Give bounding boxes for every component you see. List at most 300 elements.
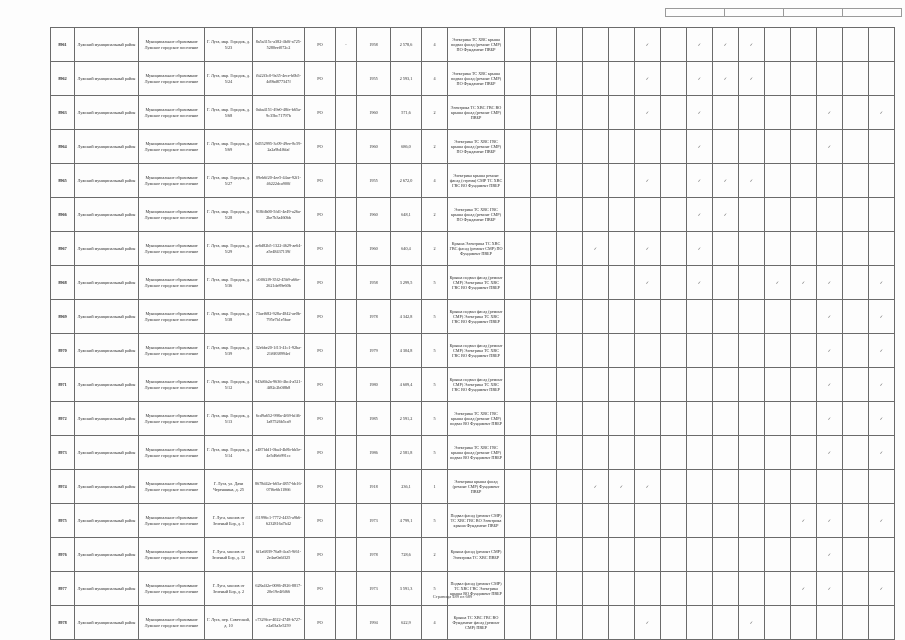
check-cell: ✓ [687,96,713,130]
check-cell [557,28,583,62]
type-cell: РО [305,164,336,198]
check-cell [765,96,791,130]
check-cell: ✓ [583,470,609,504]
district-cell: Лужский муниципальный район [75,130,139,164]
area-cell: 4 342,8 [391,300,422,334]
check-cell: ✓ [817,334,843,368]
row-number: 8966 [51,198,75,232]
check-cell [843,198,869,232]
check-cell [765,470,791,504]
check-cell [661,538,687,572]
type-cell: РО [305,28,336,62]
check-cell [791,28,817,62]
check-cell [505,572,531,606]
check-cell [687,334,713,368]
year-cell: 1955 [357,164,391,198]
flag-cell [336,538,357,572]
check-cell [739,470,765,504]
floors-cell: 2 [422,130,448,164]
check-cell [791,164,817,198]
systems-cell: Крыша Электрика ТС ХВС ГВС фасад (ремонт СМР) ПО Фундамент ПВБР [448,232,505,266]
check-cell [843,130,869,164]
check-cell [843,28,869,62]
check-cell [557,368,583,402]
row-number: 8973 [51,436,75,470]
check-cell [713,130,739,164]
check-cell: ✓ [869,368,895,402]
check-cell [531,62,557,96]
check-cell [739,300,765,334]
check-cell [635,300,661,334]
systems-cell: Крыша подвал фасад (ремонт СМР) Электрика ТС ХВС ГВС ВО Фундамент ПВБР [448,368,505,402]
guid-cell: 09eb6f20-4ee5-44ae-92f1-46222dca900f [253,164,305,198]
flag-cell [336,232,357,266]
table-row [51,266,895,300]
district-cell: Лужский муниципальный район [75,402,139,436]
floors-cell: 5 [422,266,448,300]
check-cell [713,504,739,538]
floors-cell: 4 [422,28,448,62]
row-number: 8970 [51,334,75,368]
check-cell [661,402,687,436]
systems-cell: Крыша подвал фасад (ремонт СМР) Электрика ТС ХВС ГВС ВО Фундамент ПВБР [448,334,505,368]
check-cell [791,130,817,164]
district-cell: Лужский муниципальный район [75,606,139,640]
flag-cell [336,504,357,538]
check-cell [687,504,713,538]
check-cell [817,164,843,198]
check-cell [583,96,609,130]
address-cell: Г. Луга, мкр. Городок, д. 5/12 [205,368,253,402]
check-cell: ✓ [817,572,843,606]
check-cell: ✓ [687,164,713,198]
guid-cell: 73aef682-928a-4842-ae0b-795e7b1e5bae [253,300,305,334]
check-cell: ✓ [739,62,765,96]
check-cell [583,62,609,96]
check-cell [531,606,557,640]
check-cell [609,266,635,300]
check-cell [869,28,895,62]
check-cell: ✓ [635,28,661,62]
district-cell: Лужский муниципальный район [75,62,139,96]
check-cell [713,300,739,334]
check-cell [817,28,843,62]
check-cell [531,402,557,436]
flag-cell [336,266,357,300]
row-number: 8962 [51,62,75,96]
type-cell: РО [305,606,336,640]
check-cell: ✓ [869,402,895,436]
area-cell: 2 578,6 [391,28,422,62]
systems-cell: Крыша подвал фасад (ремонт СМР) Электрика ТС ХВС ГВС ВО Фундамент ПВБР [448,300,505,334]
check-cell [869,62,895,96]
check-cell [765,334,791,368]
systems-cell: Электрика ТС ХВС ГВС крыша фасад (ремонт СМР) ПО Фундамент ПВБР [448,130,505,164]
check-cell [557,96,583,130]
check-cell: ✓ [817,504,843,538]
check-cell: ✓ [687,28,713,62]
check-cell [583,402,609,436]
area-cell: 571,6 [391,96,422,130]
check-cell [739,232,765,266]
check-cell [609,538,635,572]
owner-cell: Муниципальное образование Лужское городское поселение [139,402,205,436]
check-cell [661,300,687,334]
check-cell [609,164,635,198]
check-cell [557,538,583,572]
floors-cell: 4 [422,606,448,640]
systems-cell: Электрика крыша фасад (ремонт СМР) Фундамент ПВБР [448,470,505,504]
address-cell: Г. Луга, мкр. Городок, д. 5/23 [205,28,253,62]
type-cell: РО [305,300,336,334]
row-number: 8978 [51,606,75,640]
check-cell [791,300,817,334]
guid-cell: 8a5a315c-a382-4b0f-a725-5280eef072c2 [253,28,305,62]
check-cell [661,470,687,504]
check-cell [531,368,557,402]
row-number: 8972 [51,402,75,436]
flag-cell [336,606,357,640]
check-cell [505,368,531,402]
area-cell: 2 581,8 [391,436,422,470]
check-cell [843,368,869,402]
flag-cell: - [336,28,357,62]
check-cell: ✓ [635,164,661,198]
year-cell: 1958 [357,266,391,300]
row-number: 8969 [51,300,75,334]
area-cell: 4 609,4 [391,368,422,402]
check-cell: ✓ [817,300,843,334]
district-cell: Лужский муниципальный район [75,232,139,266]
check-cell [505,402,531,436]
check-cell [635,504,661,538]
page-footer: Страница 489 из 689 [432,594,473,599]
table-row [51,606,895,640]
table-row [51,572,895,606]
systems-cell: Электрика ТС ХВС ГВС ВО крыша фасад (ремонт СМР) ПВБР [448,96,505,130]
guid-cell: 943d6b2a-9636-4bc4-a521-4f82c2b0f8b8 [253,368,305,402]
check-cell [635,402,661,436]
check-cell [843,572,869,606]
check-cell [843,300,869,334]
check-cell [505,28,531,62]
check-cell [505,300,531,334]
address-cell: Г. Луга, мкр. Городок, д. 5/29 [205,232,253,266]
check-cell: ✓ [869,572,895,606]
check-cell [609,368,635,402]
check-cell [583,266,609,300]
check-cell: ✓ [687,130,713,164]
check-cell [713,538,739,572]
check-cell [635,130,661,164]
owner-cell: Муниципальное образование Лужское городское поселение [139,300,205,334]
check-cell: ✓ [817,130,843,164]
check-cell: ✓ [687,198,713,232]
guid-cell: 628a4f2e-0086-4926-8817-20e19e4f6f66 [253,572,305,606]
table-row [51,198,895,232]
check-cell [739,334,765,368]
check-cell: ✓ [817,266,843,300]
check-cell [609,572,635,606]
district-cell: Лужский муниципальный район [75,436,139,470]
check-cell [739,504,765,538]
type-cell: РО [305,232,336,266]
flag-cell [336,470,357,504]
check-cell [843,96,869,130]
check-cell [791,198,817,232]
register-table [50,27,895,640]
check-cell: ✓ [739,164,765,198]
floors-cell: 1 [422,470,448,504]
check-cell: ✓ [869,96,895,130]
owner-cell: Муниципальное образование Лужское городское поселение [139,232,205,266]
address-cell: Г. Луга, мкр. Городок, д. 5/27 [205,164,253,198]
table-row [51,436,895,470]
check-cell [765,300,791,334]
check-cell [557,334,583,368]
check-cell [505,62,531,96]
year-cell: 1980 [357,368,391,402]
check-cell [531,164,557,198]
check-cell [557,470,583,504]
check-cell: ✓ [791,572,817,606]
check-cell [869,130,895,164]
row-number: 8976 [51,538,75,572]
check-cell: ✓ [687,62,713,96]
check-cell [635,538,661,572]
flag-cell [336,198,357,232]
check-cell [531,436,557,470]
guid-cell: 0d552995-3c09-49ee-8c59-2a2a9b4f6faf [253,130,305,164]
owner-cell: Муниципальное образование Лужское городское поселение [139,62,205,96]
type-cell: РО [305,62,336,96]
district-cell: Лужский муниципальный район [75,28,139,62]
owner-cell: Муниципальное образование Лужское городское поселение [139,572,205,606]
row-number: 8971 [51,368,75,402]
check-cell [661,266,687,300]
check-cell [557,436,583,470]
district-cell: Лужский муниципальный район [75,504,139,538]
check-cell: ✓ [713,164,739,198]
year-cell: 1958 [357,28,391,62]
check-cell [505,334,531,368]
address-cell: Г. Луга, массив от Зеленый Бор, д. 12 [205,538,253,572]
owner-cell: Муниципальное образование Лужское городское поселение [139,28,205,62]
check-cell: ✓ [869,300,895,334]
check-cell [791,232,817,266]
check-cell [869,538,895,572]
check-cell [843,62,869,96]
check-cell: ✓ [635,96,661,130]
address-cell: Г. Луга, мкр. Городок, д. 5/28 [205,198,253,232]
check-cell [505,504,531,538]
floors-cell: 5 [422,368,448,402]
floors-cell: 2 [422,538,448,572]
type-cell: РО [305,470,336,504]
floors-cell: 5 [422,334,448,368]
check-cell [531,300,557,334]
check-cell: ✓ [609,470,635,504]
check-cell [505,198,531,232]
check-cell [583,28,609,62]
check-cell [635,368,661,402]
check-cell [609,28,635,62]
flag-cell [336,334,357,368]
type-cell: РО [305,368,336,402]
header-stub-table [665,8,902,17]
check-cell [583,130,609,164]
check-cell [765,164,791,198]
check-cell [609,606,635,640]
type-cell: РО [305,96,336,130]
guid-cell: f11996c1-7772-4435-a9b6-6232816a7b42 [253,504,305,538]
table-row [51,300,895,334]
address-cell: Г. Луга, мкр. Городок, д. 5/68 [205,96,253,130]
check-cell [739,538,765,572]
year-cell: 1978 [357,300,391,334]
check-cell [739,266,765,300]
systems-cell: Крыша фасад (ремонт СМР) Электрика ТС ХВС ПВБР [448,538,505,572]
year-cell: 1955 [357,62,391,96]
guid-cell: 8678d42e-b65a-4857-bb16-07f6e6b11866 [253,470,305,504]
flag-cell [336,96,357,130]
systems-cell: Электрика ТС ХВС крыша подвал фасад (ремонт СМР) ПО Фундамент ПВБР [448,62,505,96]
check-cell: ✓ [791,504,817,538]
type-cell: РО [305,334,336,368]
floors-cell: 5 [422,402,448,436]
type-cell: РО [305,130,336,164]
check-cell [687,538,713,572]
table-row [51,368,895,402]
check-cell [531,572,557,606]
check-cell [583,504,609,538]
check-cell [869,198,895,232]
check-cell [791,368,817,402]
check-cell [609,130,635,164]
check-cell [791,334,817,368]
check-cell [661,62,687,96]
check-cell [661,28,687,62]
check-cell [713,470,739,504]
check-cell [713,402,739,436]
check-cell: ✓ [869,334,895,368]
area-cell: 686,0 [391,130,422,164]
table-row [51,334,895,368]
check-cell [609,198,635,232]
check-cell [713,572,739,606]
check-cell [713,606,739,640]
area-cell: 2 593,1 [391,62,422,96]
check-cell [531,266,557,300]
systems-cell: Крыша ТС ХВС ГВС ВО Фундамент фасад (ремонт СМР) ПВБР [448,606,505,640]
address-cell: Г. Луга, ул. Дачи Череншина, д. 25 [205,470,253,504]
year-cell: 1986 [357,436,391,470]
check-cell [557,300,583,334]
check-cell: ✓ [635,266,661,300]
floors-cell: 2 [422,198,448,232]
check-cell [791,96,817,130]
check-cell: ✓ [817,96,843,130]
check-cell [557,572,583,606]
district-cell: Лужский муниципальный район [75,96,139,130]
check-cell [791,436,817,470]
check-cell [739,368,765,402]
floors-cell: 4 [422,62,448,96]
systems-cell: Подвал фасад (ремонт СМР) ТС ХВС ГВС ВО Электрика крыша Фундамент ПВБР [448,504,505,538]
row-number: 8964 [51,130,75,164]
district-cell: Лужский муниципальный район [75,572,139,606]
check-cell [687,368,713,402]
check-cell [635,198,661,232]
year-cell: 1973 [357,572,391,606]
check-cell [661,96,687,130]
check-cell [609,402,635,436]
check-cell [687,606,713,640]
table-row [51,402,895,436]
year-cell: 1973 [357,504,391,538]
flag-cell [336,402,357,436]
check-cell [869,164,895,198]
check-cell [505,96,531,130]
check-cell [583,606,609,640]
table-row [51,232,895,266]
owner-cell: Муниципальное образование Лужское городское поселение [139,198,205,232]
area-cell: 728,6 [391,538,422,572]
check-cell [609,96,635,130]
check-cell [609,436,635,470]
check-cell [739,130,765,164]
flag-cell [336,164,357,198]
check-cell [635,334,661,368]
check-cell [661,198,687,232]
row-number: 8975 [51,504,75,538]
check-cell [843,504,869,538]
guid-cell: 918fdb00-5fd1-4e49-a26a-2be7b3a460bb [253,198,305,232]
area-cell: 4 304,8 [391,334,422,368]
row-number: 8965 [51,164,75,198]
table-row [51,62,895,96]
check-cell [505,470,531,504]
year-cell: 1960 [357,130,391,164]
check-cell [687,300,713,334]
check-cell [713,232,739,266]
owner-cell: Муниципальное образование Лужское городское поселение [139,538,205,572]
check-cell: ✓ [739,28,765,62]
check-cell [765,504,791,538]
check-cell [505,538,531,572]
check-cell [661,368,687,402]
check-cell: ✓ [869,266,895,300]
check-cell [791,538,817,572]
check-cell [713,334,739,368]
owner-cell: Муниципальное образование Лужское городское поселение [139,606,205,640]
check-cell [531,232,557,266]
floors-cell: 2 [422,232,448,266]
row-number: 8968 [51,266,75,300]
owner-cell: Муниципальное образование Лужское городское поселение [139,504,205,538]
check-cell [583,300,609,334]
check-cell: ✓ [583,232,609,266]
area-cell: 640,4 [391,232,422,266]
check-cell [765,402,791,436]
check-cell: ✓ [713,28,739,62]
check-cell [609,62,635,96]
floors-cell: 5 [422,504,448,538]
check-cell [765,436,791,470]
owner-cell: Муниципальное образование Лужское городское поселение [139,334,205,368]
year-cell: 1994 [357,606,391,640]
year-cell: 1978 [357,538,391,572]
